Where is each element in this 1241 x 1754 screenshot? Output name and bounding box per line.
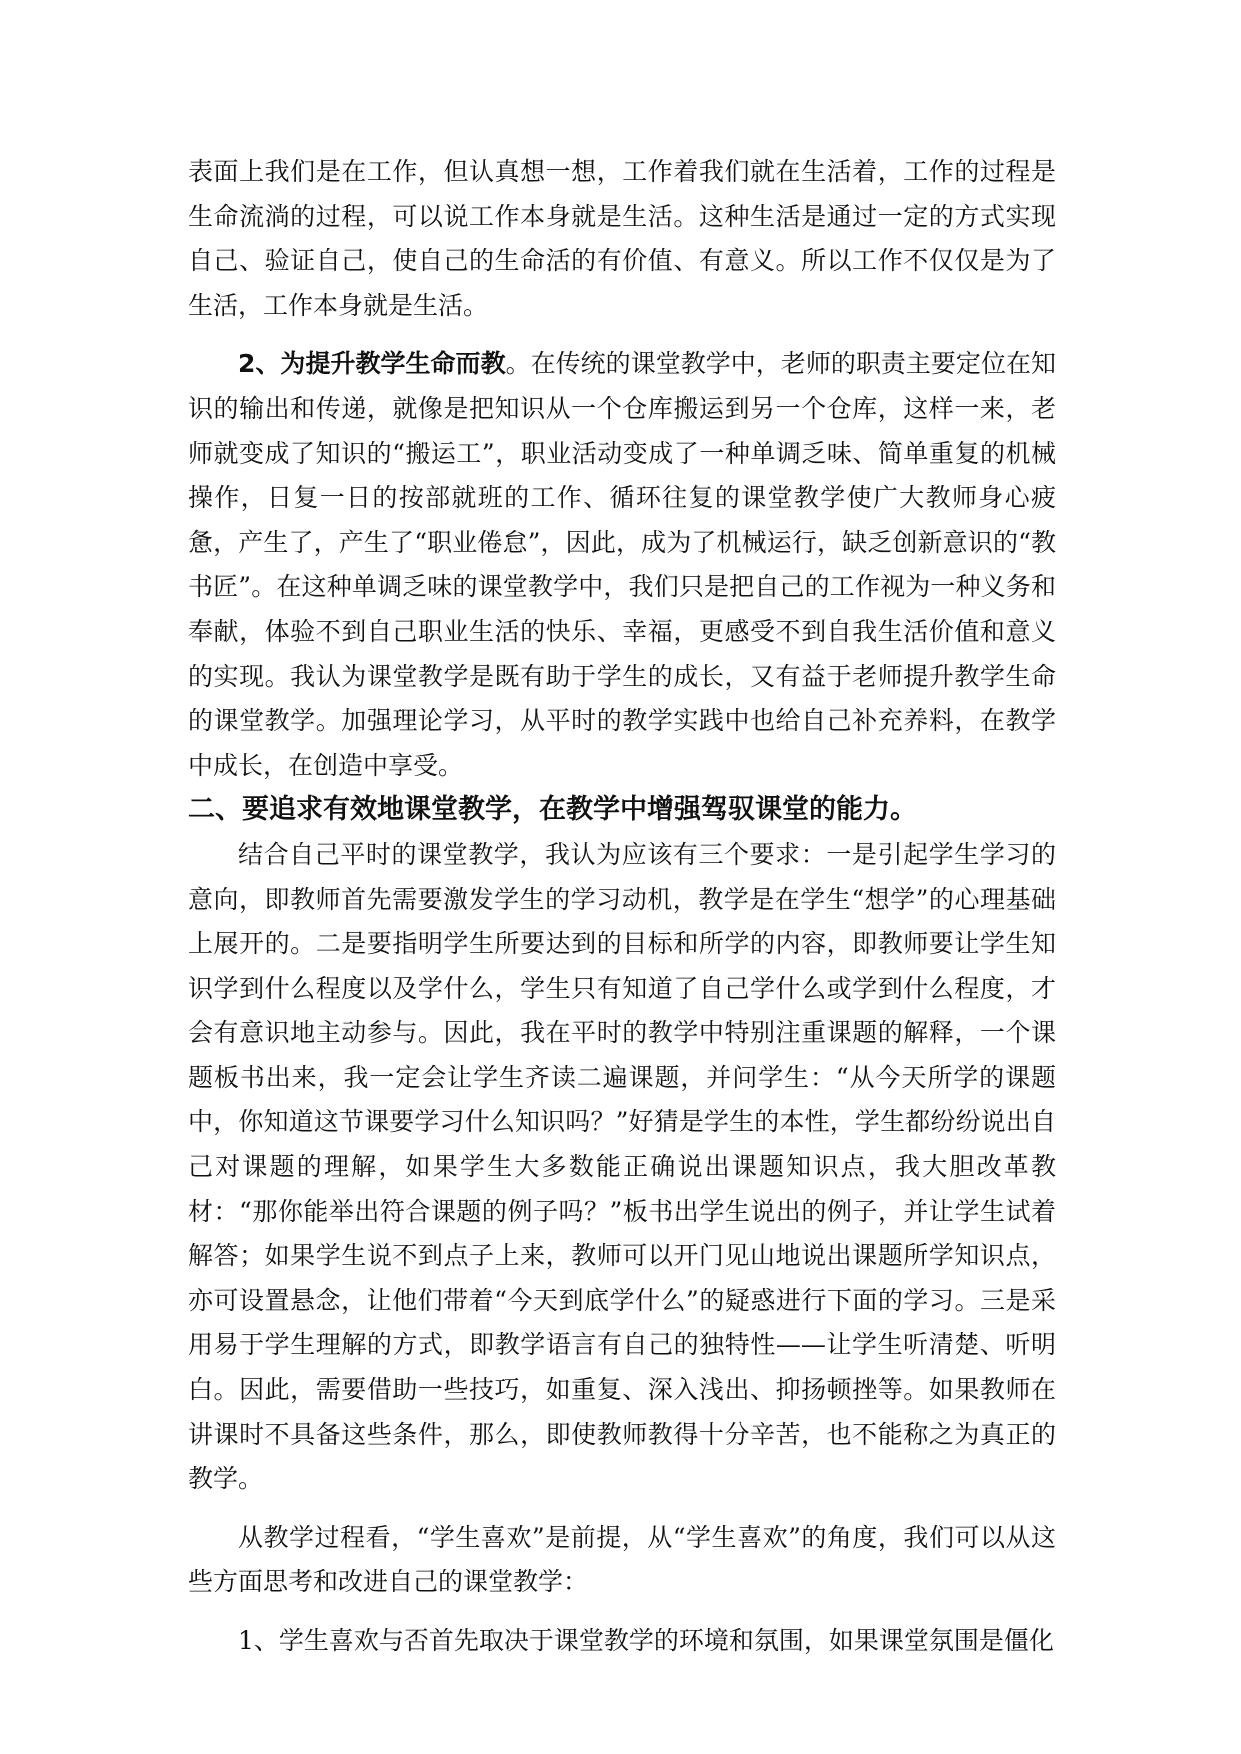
paragraph-4: 从教学过程看，“学生喜欢”是前提，从“学生喜欢”的角度，我们可以从这些方面思考和改进自己的课堂教学： (188, 1522, 1056, 1597)
paragraph-1: 表面上我们是在工作，但认真想一想，工作着我们就在生活着，工作的过程是生命流淌的过程，可以说工作本身就是生活。这种生活是通过一定的方式实现自己、验证自己，使自己的生命活的有价值、有意义。所以工作不仅仅是为了生活，工作本身就是生活。 (188, 157, 1056, 320)
paragraph-5: 1、学生喜欢与否首先取决于课堂教学的环境和氛围，如果课堂氛围是僵化 (238, 1626, 1054, 1655)
paragraph-2-lead: 2、为提升教学生命而教 (238, 349, 506, 379)
paragraph-2-body: 。在传统的课堂教学中，老师的职责主要定位在知识的输出和传递，就像是把知识从一个仓库搬运到另一个仓库，这样一来，老师就变成了知识的“搬运工”，职业活动变成了一种单调乏味、简单重复的机械操作，日复一日的按部就班的工作、循环往复的课堂教学使广大教师身心疲惫，产生了，产生了“职业倦怠”，因此，成为了机械运行，缺乏创新意识的“教书匠”。在这种单调乏味的课堂教学中，我们只是把自己的工作视为一种义务和奉献，体验不到自己职业生活的快乐、幸福，更感受不到自我生活价值和意义的实现。我认为课堂教学是既有助于学生的成长，又有益于老师提升教学生命的课堂教学。加强理论学习，从平时的教学实践中也给自己补充养料，在教学中成长，在创造中享受。 (188, 349, 1056, 780)
document-page (188, 150, 1056, 1664)
paragraph-2 (188, 342, 1056, 788)
section-heading-2: 二、要追求有效地课堂教学，在教学中增强驾驭课堂的能力。 (188, 794, 917, 826)
paragraph-3: 结合自己平时的课堂教学，我认为应该有三个要求：一是引起学生学习的意向，即教师首先需要激发学生的学习动机，教学是在学生“想学”的心理基础上展开的。二是要指明学生所要达到的目标和所学的内容，即教师要让学生知识学到什么程度以及学什么，学生只有知道了自己学什么或学到什么程度，才会有意识地主动参与。因此，我在平时的教学中特别注重课题的解释，一个课题板书出来，我一定会让学生齐读二遍课题，并问学生：“从今天所学的课题中，你知道这节课要学习什么知识吗？”好猜是学生的本性，学生都纷纷说出自己对课题的理解，如果学生大多数能正确说出课题知识点，我大胆改革教材：“那你能举出符合课题的例子吗？”板书出学生说出的例子，并让学生试着解答；如果学生说不到点子上来，教师可以开门见山地说出课题所学知识点，亦可设置悬念，让他们带着“今天到底学什么”的疑惑进行下面的学习。三是采用易于学生理解的方式，即教学语言有自己的独特性——让学生听清楚、听明白。因此，需要借助一些技巧，如重复、深入浅出、抑扬顿挫等。如果教师在讲课时不具备这些条件，那么，即使教师教得十分辛苦，也不能称之为真正的教学。 (188, 839, 1056, 1494)
